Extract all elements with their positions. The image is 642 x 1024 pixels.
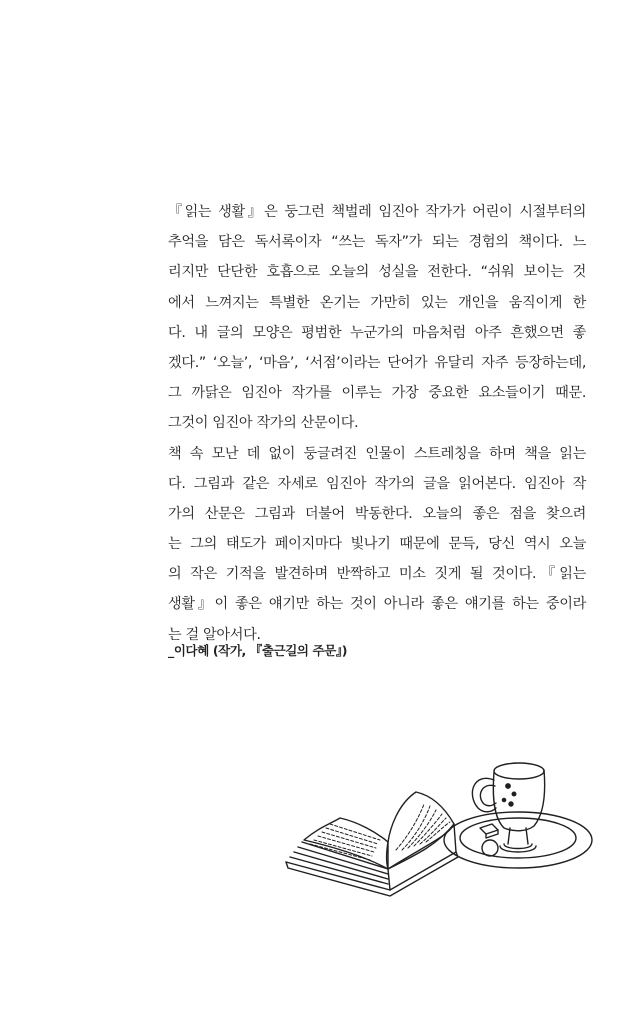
- text-line: 그것이 임진아 작가의 산문이다.: [168, 415, 359, 432]
- open-book-icon: [286, 792, 458, 896]
- review-text: [168, 197, 586, 650]
- text-line: 다. 내 글의 모양은 평범한 누군가의 마음처럼 아주 흔했으면 좋: [168, 324, 586, 341]
- text-line: 책 속 모난 데 없이 둥글려진 인물이 스트레칭을 하며 책을 읽는: [168, 445, 586, 462]
- text-line: 겠다.” ‘오늘’, ‘마음’, ‘서점’이라는 단어가 유달리 자주 등장하는데,: [168, 354, 586, 371]
- text-line: 에서 느껴지는 특별한 온기는 가만히 있는 개인을 움직이게 한: [168, 294, 586, 311]
- text-line: 추억을 담은 독서록이자 “쓰는 독자”가 되는 경험의 책이다. 느: [168, 234, 586, 251]
- text-line: 의 작은 기적을 발견하며 반짝하고 미소 짓게 될 것이다.『읽는: [168, 566, 586, 583]
- review-paragraph-1: [168, 197, 586, 439]
- text-line: 리지만 단단한 호흡으로 오늘의 성실을 전한다. “쉬워 보이는 것: [168, 264, 586, 281]
- text-line: 그 까닭은 임진아 작가를 이루는 가장 중요한 요소들이기 때문.: [168, 385, 586, 402]
- coffee-cup-icon: [444, 763, 592, 868]
- text-line: 생활』이 좋은 얘기만 하는 것이 아니라 좋은 얘기를 하는 중이라: [168, 596, 586, 613]
- text-line: 는 걸 알아서다.: [168, 626, 261, 643]
- review-paragraph-2: [168, 439, 586, 650]
- text-line: 『읽는 생활』은 둥그런 책벌레 임진아 작가가 어린이 시절부터의: [168, 204, 586, 220]
- text-line: 는 그의 태도가 페이지마다 빛나기 때문에 문득, 당신 역시 오늘: [168, 536, 586, 553]
- book-and-coffee-illustration: [278, 758, 598, 898]
- review-signature: _이다혜 (작가, 『출근길의 주문』): [168, 643, 348, 658]
- text-line: 가의 산문은 그림과 더불어 박동한다. 오늘의 좋은 점을 찾으려: [168, 505, 586, 522]
- text-line: 다. 그림과 같은 자세로 임진아 작가의 글을 읽어본다. 임진아 작: [168, 475, 586, 492]
